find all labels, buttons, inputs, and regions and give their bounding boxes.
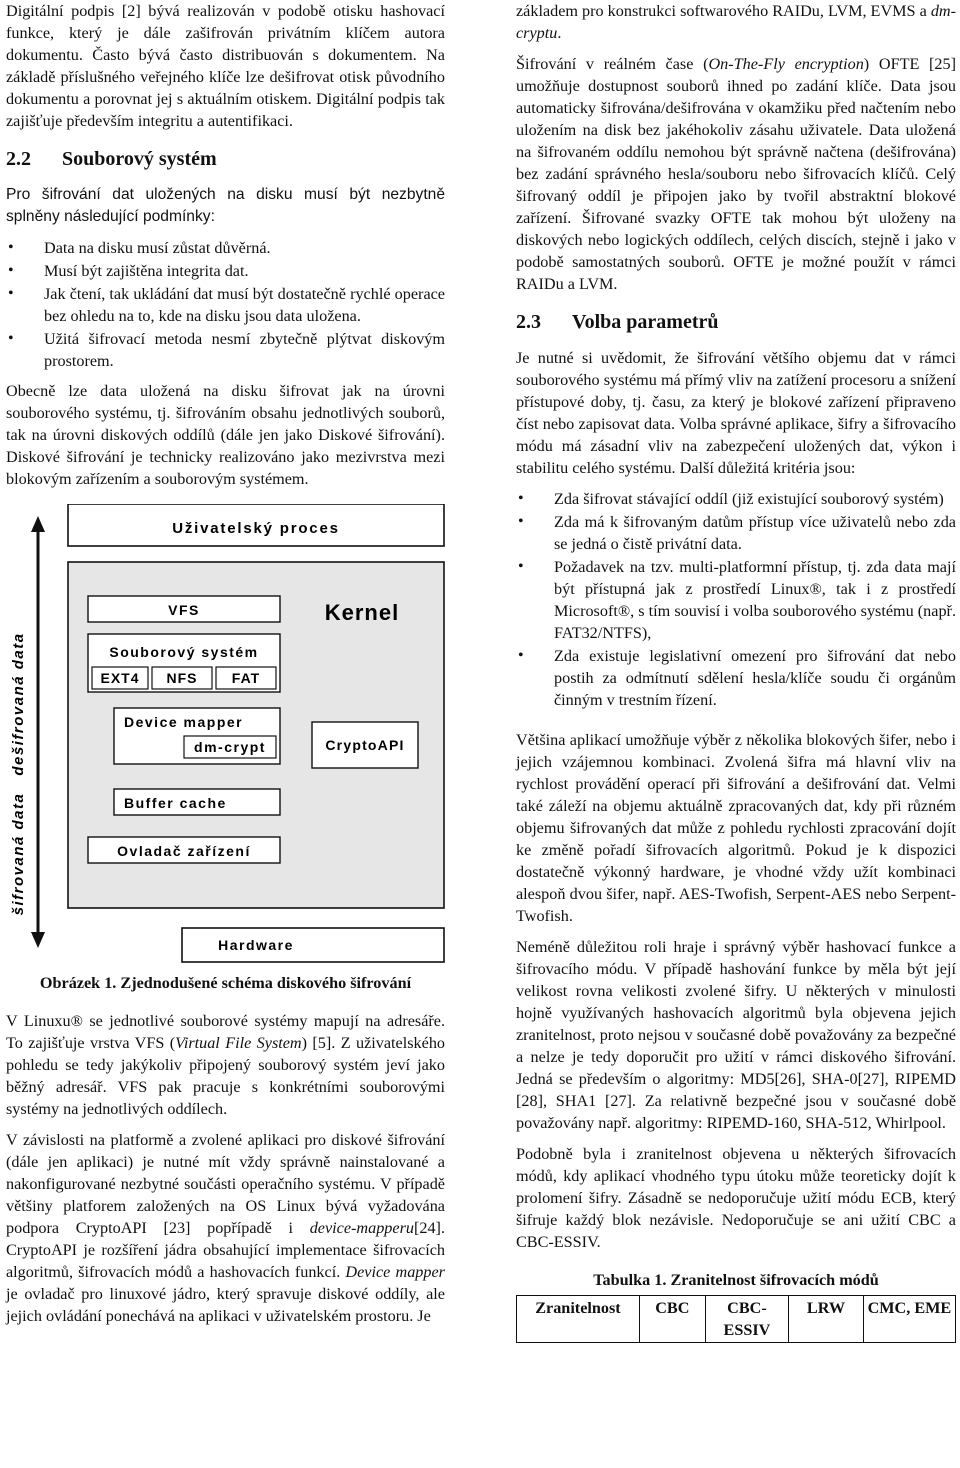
right-column: [516, 0, 956, 1343]
vfs-label: VFS: [168, 602, 200, 618]
text-run-italic: device-mapperu: [309, 1219, 414, 1237]
paragraph-conditions: Pro šifrování dat uložených na disku musí být nezbytně splněny následující podmínky:: [6, 186, 445, 225]
conditions-list: [6, 237, 445, 372]
list-item: • Musí být zajištěna integrita dat.: [6, 260, 445, 282]
filesystem-label: Souborový systém: [109, 644, 259, 660]
section-heading-2-3: [516, 309, 956, 335]
arrow-head-down: [31, 932, 45, 948]
cryptoapi-label: CryptoAPI: [325, 737, 405, 753]
text-run: .: [557, 24, 562, 42]
text-run: ) [5]. Z uživatelského pohledu se tedy jakýkoliv připojený souborový systém jeví jako běžný adresář. VFS pak pracuje s konkrétními souborovými systémy na jednotlivých oddílech.: [6, 1034, 446, 1118]
paragraph-linux-vfs: [6, 1010, 445, 1120]
vulnerability-table: [516, 1295, 956, 1343]
table-header-cell: LRW: [789, 1296, 864, 1343]
text-run: V Linuxu® se jednotlivé souborové systémy mapují na adresáře. To zajišťuje vrstva VFS (: [6, 1012, 445, 1052]
arrow-head-up: [31, 516, 45, 532]
text-run-italic: Virtual File System: [175, 1034, 302, 1052]
paragraph-modes: Podobně byla i zranitelnost objevena u některých šifrovacích módů, kdy aplikací vhodného typu útoku může teoreticky dojít k prolomení šifry. Zásadně se nedoporučuje užití módu ECB, který šifruje každý blok nezávisle. Nedoporučuje se ani užití CBC a CBC-ESSIV.: [516, 1145, 956, 1251]
list-item: • Data na disku musí zůstat důvěrná.: [6, 237, 445, 259]
paragraph-platform: [6, 1129, 445, 1327]
paragraph-parameters: Je nutné si uvědomit, že šifrování většího objemu dat v rámci souborového systému má přímý vliv na zatížení procesoru a snížení přístupové doby, tj. času, za který je blokové zařízení připraveno číst nebo zapisovat data. Volba správné aplikace, šifry a šifrovacího módu má zásadní vliv na zabezpečení uložených dat, výkon i stabilitu celého systému. Další důležitá kritéria jsou:: [516, 349, 956, 477]
section-number: 2.3: [516, 311, 541, 333]
figure-caption: Obrázek 1. Zjednodušené schéma diskového šifrování: [39, 974, 412, 992]
label-encrypted-data: šifrovaná data: [10, 792, 27, 916]
criteria-list: [516, 488, 956, 711]
section-title: Souborový systém: [62, 148, 217, 170]
list-item: • Užitá šifrovací metoda nesmí zbytečně plýtvat diskovým prostorem.: [6, 328, 445, 372]
hardware-label: Hardware: [218, 937, 294, 953]
ext4-label: EXT4: [100, 670, 140, 686]
text-run-italic: On-The-Fly encryption: [708, 55, 864, 73]
table-header-cell: CBC: [639, 1296, 705, 1343]
text-run: [24]. CryptoAPI je rozšíření jádra obsahující implementace šifrovacích algoritmů, šifrovacích módů a hashovacích funkcí.: [6, 1219, 445, 1281]
list-item: • Požadavek na tzv. multi-platformní přístup, tj. zda data mají být přístupná jak z prostředí Linux®, tak i z prostředí Microsoft®, s tím souvisí i volba souborového systému (např. FAT32/NTFS),: [516, 556, 956, 644]
text-run: základem pro konstrukci softwarového RAIDu, LVM, EVMS a: [516, 2, 931, 20]
table-row: [517, 1296, 956, 1343]
section-title: Volba parametrů: [572, 311, 719, 333]
text-run: Šifrování v reálném čase (: [516, 55, 709, 73]
paragraph-hash: Neméně důležitou roli hraje i správný výběr hashovací funkce a šifrovacího módu. V případě hashování funkce by měla být její velikost rovna velikosti zvolené šifry. U některých v minulosti hojně využívaných hashovacích algoritmů byla objevena jejich zranitelnost, proto nejsou v současné době považovány za bezpečné a nelze je tedy doporučit pro užití v rámci diskového šifrování. Jedná se především o algoritmy: MD5[26], SHA-0[27], RIPEMD [28], SHA1 [27]. Za relativně bezpečné jsou v současné době považovány např. algoritmy: RIPEMD-160, SHA-512, Whirlpool.: [516, 938, 956, 1132]
dm-crypt-label: dm-crypt: [194, 739, 266, 755]
text-run: V závislosti na platformě a zvolené aplikaci pro diskové šifrování (dále jen aplikaci) je nutné mít vždy správně nainstalované a nakonfigurované nezbytné součásti operačního systému. V případě většiny platforem založených na OS Linux bývá vyžadována podpora CryptoAPI [23] popřípadě i: [6, 1131, 445, 1237]
kernel-label: Kernel: [324, 600, 400, 625]
list-item: • Zda existuje legislativní omezení pro šifrování dat nebo postih za odmítnutí sdělení hesla/klíče soudu či orgánům činným v trestním řízení.: [516, 645, 956, 711]
table-caption: Tabulka 1. Zranitelnost šifrovacích módů: [593, 1271, 879, 1289]
text-run-italic: Device mapper: [345, 1263, 445, 1281]
disk-encryption-diagram: [6, 504, 445, 964]
table-header-cell: CMC, EME: [863, 1296, 955, 1343]
paragraph-digital-signature: Digitální podpis [2] bývá realizován v podobě otisku hashovací funkce, který je dále zašifrován privátním klíčem autora dokumentu. Často bývá často distribuován s dokumentem. Na základě příslušného veřejného klíče lze dešifrovat otisk původního dokumentu a porovnat jej s aktuálním otiskem. Digitální podpis tak zajišťuje především integritu a autentifikaci.: [6, 2, 445, 130]
paragraph-ciphers: Většina aplikací umožňuje výběr z několika blokových šifer, nebo i jejich vzájemnou kombinaci. Zvolená šifra má hlavní vliv na rychlost provádění operací při šifrování a dešifrování dat. Velmi také záleží na objemu aktuálně zpracovaných dat, kdy při různém objemu šifrovaných dat může z pohledu rychlosti zpracování dojít ke změně pořadí šifrovacích algoritmů. Pokud je k dispozici dostatečně výkonný hardware, je vhodné vždy užít kombinaci alespoň dvou šifer, např. AES-Twofish, Serpent-AES nebo Serpent-Twofish.: [516, 731, 956, 925]
fat-label: FAT: [231, 670, 261, 686]
buffer-cache-label: Buffer cache: [124, 795, 227, 811]
table-header-cell: CBC-ESSIV: [705, 1296, 788, 1343]
list-item: • Zda šifrovat stávající oddíl (již existující souborový systém): [516, 488, 956, 510]
text-run-italic: dm-cryptu: [516, 2, 956, 42]
label-decrypted-data: dešifrovaná data: [10, 632, 27, 776]
paragraph-general: Obecně lze data uložená na disku šifrovat jak na úrovni souborového systému, tj. šifrováním obsahu jednotlivých souborů, tak na úrovni diskových oddílů (dále jen jako Diskové šifrování). Diskové šifrování je technicky realizováno jako mezivrstva mezi blokovým zařízením a souborovým systémem.: [6, 382, 445, 488]
paragraph-continuation: [516, 0, 956, 44]
section-heading-2-2: [6, 146, 445, 172]
table-header-cell: Zranitelnost: [517, 1296, 640, 1343]
list-item: • Zda má k šifrovaným datům přístup více uživatelů nebo zda se jedná o čistě privátní data.: [516, 511, 956, 555]
nfs-label: NFS: [166, 670, 198, 686]
list-item: • Jak čtení, tak ukládání dat musí být dostatečně rychlé operace bez ohledu na to, kde na disku jsou data uložena.: [6, 283, 445, 327]
user-process-label: Uživatelský proces: [172, 520, 340, 537]
text-run: je ovladač pro linuxové jádro, který spravuje diskové oddíly, ale jejich ovládání ponechává na aplikaci v uživatelském prostoru. Je: [6, 1285, 445, 1325]
device-driver-label: Ovladač zařízení: [117, 843, 251, 859]
paragraph-ofte: [516, 53, 956, 295]
section-number: 2.2: [6, 148, 31, 170]
text-run: ) OFTE [25] umožňuje dostupnost souborů ihned po zadání klíče. Data jsou automaticky šifrována/dešifrována v okamžiku před načtením nebo uložením na disk bez jakéhokoliv zásahu uživatele. Data uložená na šifrovaném oddílu nemohou být správně načtena (dešifrována) bez zadání správného hesla/souboru nebo šifrovacích klíčů. Celý šifrovaný oddíl je připojen jako by tvořil abstraktní blokové zařízení. Šifrované svazky OFTE tak mohou být uloženy na diskových nebo logických oddílech, celých discích, stejně i jako v podobě samostatných souborů. OFTE je možné použít v rámci RAIDu a LVM.: [516, 55, 956, 293]
device-mapper-label: Device mapper: [124, 714, 244, 730]
left-column: [6, 0, 445, 1336]
